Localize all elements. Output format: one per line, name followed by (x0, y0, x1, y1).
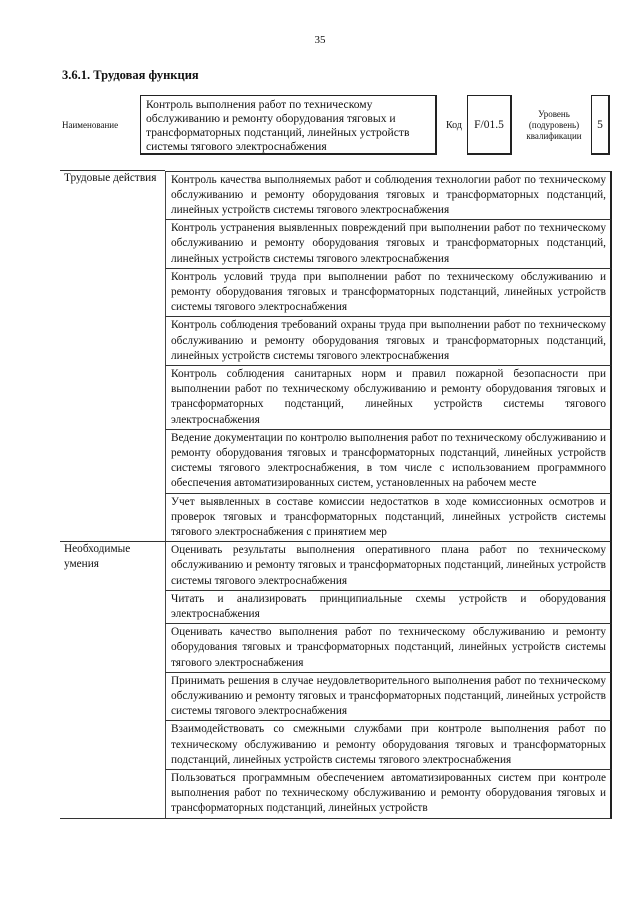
table-row (60, 171, 612, 542)
function-code: F/01.5 (467, 95, 512, 155)
code-label: Код (446, 120, 462, 131)
list-item: Взаимодействовать со смежными службами при контроле выполнения работ по техническому обслуживанию и ремонту оборудования тяговых и трансформаторных подстанций, линейных устройств системы тягового электроснабжения (165, 720, 612, 769)
list-item: Пользоваться программным обеспечением автоматизированных систем при контроле выполнения работ по техническому обслуживанию и ремонту оборудования тяговых и трансформаторных подстанций, линейных устройств (165, 769, 612, 819)
list-item: Читать и анализировать принципиальные схемы устройств и оборудования электроснабжения (165, 590, 612, 623)
list-item: Контроль условий труда при выполнении работ по техническому обслуживанию и ремонту оборудования тяговых и трансформаторных подстанций, линейных устройств системы тягового электроснабжения (165, 268, 612, 317)
list-item: Принимать решения в случае неудовлетворительного выполнения работ по техническому обслуживанию и ремонту тяговых и трансформаторных подстанций, линейных устройств системы тягового электроснабжения (165, 672, 612, 721)
qualification-level: 5 (591, 95, 610, 155)
table-row (60, 541, 612, 818)
function-header (0, 95, 640, 157)
page-number: 35 (314, 34, 326, 46)
function-name: Контроль выполнения работ по техническому обслуживанию и ремонту оборудования тяговых и трансформаторных подстанций, линейных устройств системы тягового электроснабжения (140, 95, 437, 155)
category-label: Трудовые действия (60, 171, 165, 542)
list-item: Учет выявленных в составе комиссии недостатков в ходе комиссионных осмотров и проверок тяговых и трансформаторных подстанций, линейных устройств системы тягового электроснабжения с принятием мер (165, 493, 612, 542)
list-item: Контроль соблюдения санитарных норм и правил пожарной безопасности при выполнении работ по техническому обслуживанию и ремонту оборудования тяговых и трансформаторных подстанций, линейных устройств системы тягового электроснабжения (165, 365, 612, 429)
section-heading: 3.6.1. Трудовая функция (62, 68, 199, 82)
category-label: Необходимые умения (60, 541, 165, 818)
list-item: Контроль соблюдения требований охраны труда при выполнении работ по техническому обслуживанию и ремонту оборудования тяговых и трансформаторных подстанций, линейных устройств системы тягового электроснабжения (165, 316, 612, 365)
list-item: Оценивать результаты выполнения оперативного плана работ по техническому обслуживанию и ремонту тяговых и трансформаторных подстанций, линейных устройств системы тягового электроснабжения (165, 541, 612, 590)
list-item: Оценивать качество выполнения работ по техническому обслуживанию и ремонту оборудования тяговых и трансформаторных подстанций, линейных устройств системы тягового электроснабжения (165, 623, 612, 672)
list-item: Контроль устранения выявленных повреждений при выполнении работ по техническому обслуживанию и ремонту оборудования тяговых и трансформаторных подстанций, линейных устройств системы тягового электроснабжения (165, 219, 612, 268)
name-label: Наименование (62, 120, 119, 130)
list-item: Контроль качества выполняемых работ и соблюдения технологии работ по техническому обслуживанию и ремонту оборудования тяговых и трансформаторных подстанций, линейных устройств системы тягового электроснабжения (165, 171, 612, 220)
level-label: Уровень (подуровень) квалификации (526, 109, 582, 141)
list-item: Ведение документации по контролю выполнения работ по техническому обслуживанию и ремонту оборудования тяговых и трансформаторных подстанций, линейных устройств системы тягового электроснабжения, в том числе с использованием программного обеспечения автоматизированных систем, установленных на рабочем месте (165, 429, 612, 493)
function-table (60, 170, 612, 819)
